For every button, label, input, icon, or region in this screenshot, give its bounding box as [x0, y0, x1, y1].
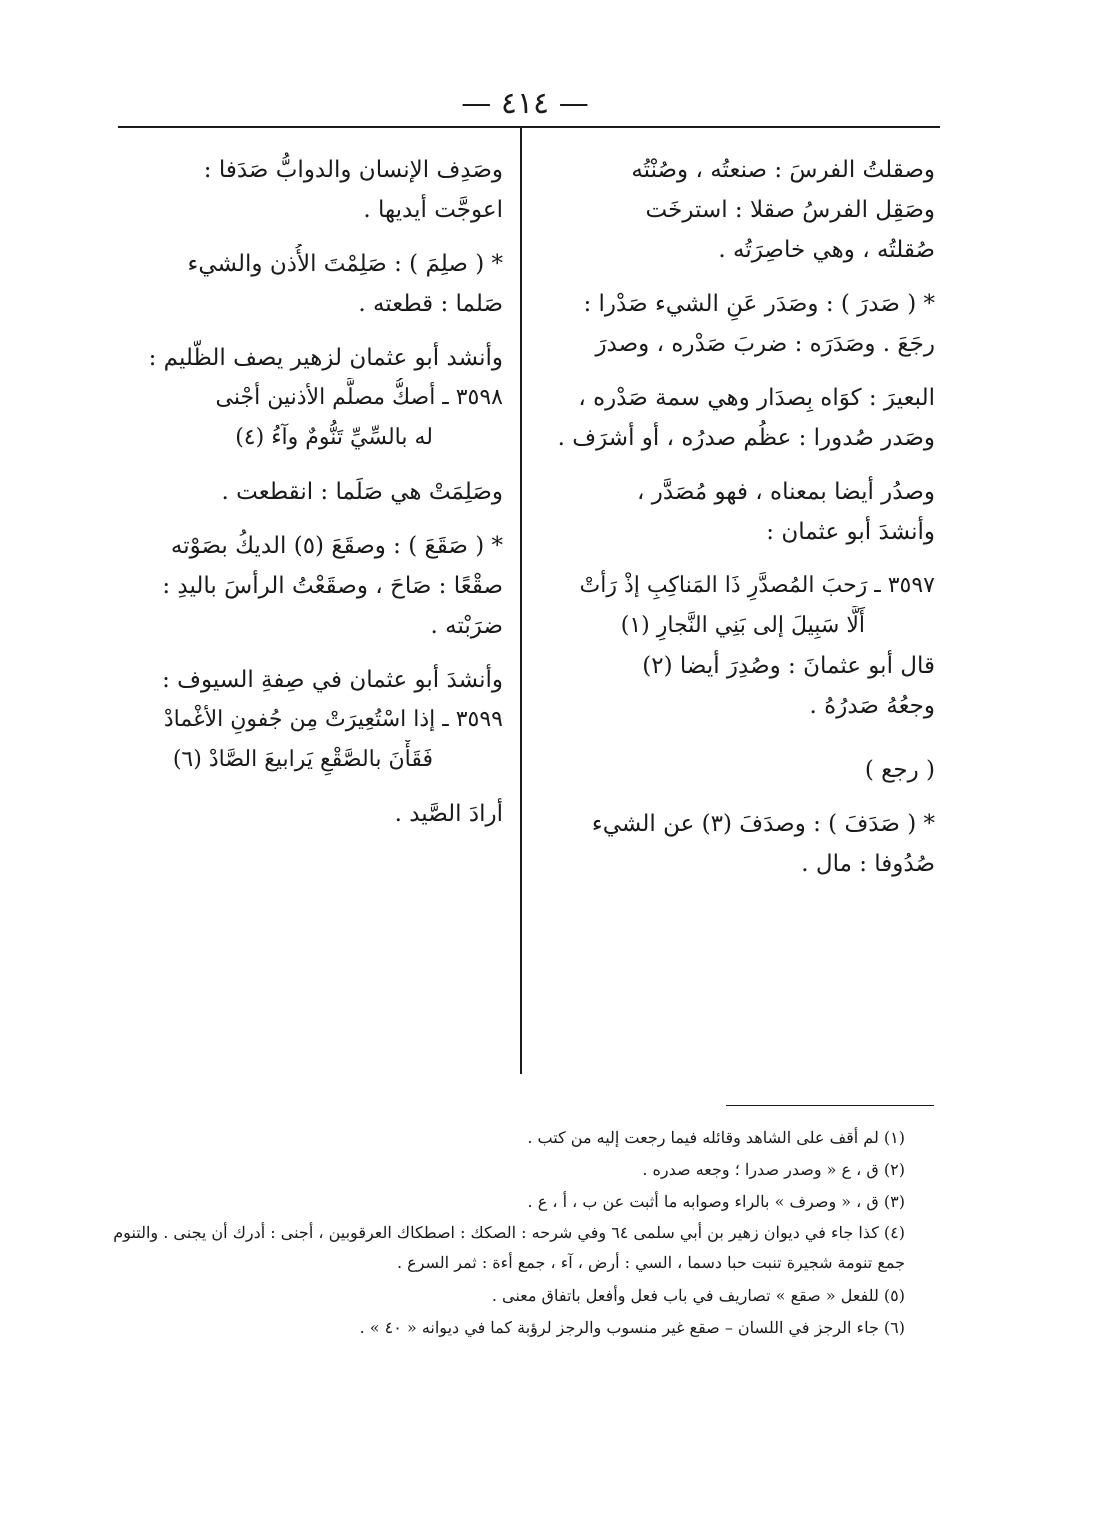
text-line: وصَدِف الإنسان والدوابُّ صَدَفا : — [203, 157, 503, 183]
verse-line: ٣٥٩٧ ـ رَحبَ المُصدَّرِ ذَا المَناكِبِ إذْ رَأتْ — [579, 573, 935, 598]
text-line: ضرَبْته . — [430, 613, 503, 639]
text-line: صَلما : قطعته . — [358, 291, 503, 317]
text-line: رجَعَ . وصَدَرَه : ضربَ صَدْره ، وصدرَ — [595, 331, 935, 357]
text-line: صقْعًا : صَاحَ ، وصقَعْتُ الرأسَ باليدِ : — [162, 573, 503, 599]
section-heading: ( رجع ) — [864, 757, 935, 783]
header-rule — [118, 126, 940, 128]
entry-heading-line: * ( صَدرَ ) : وصَدَر عَنِ الشيء صَدْرا : — [583, 291, 935, 317]
footnote: (٤) كذا جاء في ديوان زهير بن أبي سلمى ٦٤ وفي شرحه : الصكك : اصطكاك العرقوبين ، أجنى : أدرك أن يجنى . والتنوم جمع تنومة شجيرة تنبت حبا دسما ، السي : أرض ، آء ، جمع أءة : ثمر السرع . — [113, 1223, 905, 1272]
left-column — [125, 150, 503, 834]
verse-line: فَقَأْنَ بالصَّقْعِ يَرابيعَ الصَّادْ (٦) — [172, 747, 433, 772]
verse-line: له بالسِّيِّ تَنُّومٌ وآءُ (٤) — [235, 425, 433, 450]
text-line: وصَقِل الفرسُ صقلا : استرخَت — [645, 197, 935, 223]
text-line: وجعُهُ صَدرُهُ . — [809, 693, 935, 719]
text-line: البعيرَ : كوَاه بِصدَار وهي سمة صَدْره ، — [578, 385, 935, 411]
entry-heading-line: * ( صَقَعَ ) : وصقَعَ (٥) الديكُ بصَوْته — [170, 533, 503, 559]
text-line: صُدُوفا : مال . — [801, 851, 935, 877]
footnote-rule — [726, 1105, 934, 1106]
text-line: وأنشدَ أبو عثمان في صِفةِ السيوف : — [162, 667, 503, 693]
text-line: وصَدر صُدورا : عظُم صدرُه ، أو أشرَف . — [557, 425, 935, 451]
footnote: (١) لم أقف على الشاهد وقائله فيما رجعت إليه من كتب . — [527, 1128, 905, 1147]
text-line: وأنشد أبو عثمان لزهير يصف الظّليم : — [148, 345, 503, 371]
text-line: اعوجَّت أيديها . — [363, 197, 503, 223]
right-column — [545, 150, 935, 884]
text-line: صُقلتُه ، وهي خاصِرَتُه . — [718, 237, 935, 263]
text-line: قال أبو عثمانَ : وصُدِرَ أيضا (٢) — [642, 653, 935, 679]
text-line: وصقلتُ الفرسَ : صنعتُه ، وصُنْتُه — [631, 157, 935, 183]
text-line: وأنشدَ أبو عثمان : — [766, 519, 935, 545]
footnote: (٣) ق ، « وصرف » بالراء وصوابه ما أثبت عن ب ، أ ، ع . — [527, 1192, 905, 1211]
footnote: (٦) جاء الرجز في اللسان – صقع غير منسوب والرجز لرؤبة كما في ديوانه « ٤٠ » . — [359, 1318, 905, 1337]
verse-line: ٣٥٩٨ ـ أصكُّ مصلَّم الأذنين أجْنى — [215, 385, 503, 410]
text-line: أرادَ الصَّيد . — [394, 801, 503, 827]
text-line: وصدُر أيضا بمعناه ، فهو مُصَدَّر ، — [637, 479, 935, 505]
column-divider — [520, 128, 522, 1074]
entry-heading-line: * ( صَدَفَ ) : وصدَفَ (٣) عن الشيء — [591, 811, 935, 837]
footnote: (٥) للفعل « صقع » تصاريف في باب فعل وأفعل باتفاق معنى . — [491, 1286, 905, 1305]
footnotes — [110, 1122, 905, 1344]
text-line: وصَلِمَتْ هي صَلَما : انقطعت . — [221, 479, 503, 505]
page-number: — ٤١٤ — — [461, 86, 589, 121]
verse-line: أَلَّا سَبِيلَ إلى بَنِي النَّجارِ (١) — [620, 613, 865, 638]
verse-line: ٣٥٩٩ ـ إذا اسْتُعِيرَتْ مِن جُفونِ الأغْمادْ — [163, 707, 503, 732]
entry-heading-line: * ( صلِمَ ) : صَلِمْتَ الأُذن والشيء — [187, 251, 503, 277]
footnote: (٢) ق ، ع « وصدر صدرا ؛ وجعه صدره . — [642, 1160, 905, 1179]
